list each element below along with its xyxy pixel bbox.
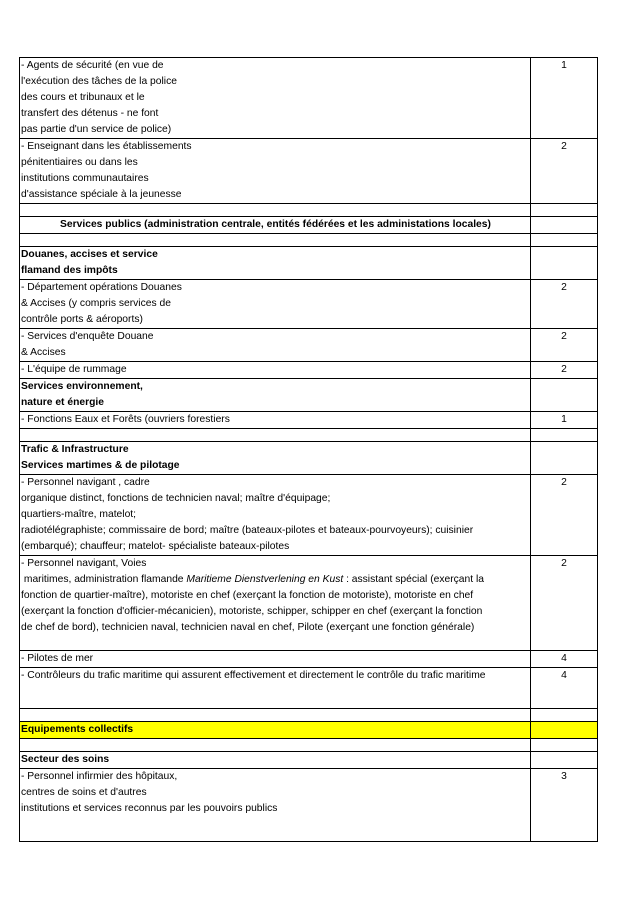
highlight-cell — [20, 722, 531, 739]
row-text: - Personnel infirmier des hôpitaux, — [21, 771, 178, 782]
category-row — [20, 752, 598, 769]
table-row — [20, 412, 598, 429]
empty-cell — [531, 739, 598, 752]
category-cell — [20, 752, 531, 769]
table-row — [20, 329, 598, 362]
row-text: institutions et services reconnus par les pouvoirs publics — [21, 803, 278, 814]
row-text: & Accises (y compris services de — [21, 298, 171, 309]
value-cell: 2 — [531, 139, 598, 204]
row-text: quartiers-maître, matelot; — [21, 509, 137, 520]
row-text: l'exécution des tâches de la police — [21, 76, 177, 87]
table-row — [20, 556, 598, 651]
empty-row — [20, 234, 598, 247]
category-row — [20, 247, 598, 280]
value-cell: 2 — [531, 475, 598, 556]
value-cell: 2 — [531, 362, 598, 379]
category-cell — [20, 379, 531, 412]
category-row — [20, 379, 598, 412]
table-row — [20, 651, 598, 668]
category-title: nature et énergie — [21, 397, 104, 408]
empty-cell — [20, 234, 531, 247]
description-cell — [20, 475, 531, 556]
description-cell — [20, 412, 531, 429]
row-text: - Enseignant dans les établissements — [21, 141, 192, 152]
row-text: - Personnel navigant, Voies — [21, 558, 147, 569]
value-cell: 1 — [531, 58, 598, 139]
empty-cell — [531, 429, 598, 442]
table-row — [20, 139, 598, 204]
empty-row — [20, 204, 598, 217]
row-text: - Personnel navigant , cadre — [21, 477, 150, 488]
category-title: flamand des impôts — [21, 265, 118, 276]
empty-cell — [531, 247, 598, 280]
category-row — [20, 442, 598, 475]
empty-cell — [20, 429, 531, 442]
empty-cell — [20, 204, 531, 217]
value-cell: 3 — [531, 769, 598, 842]
category-title: Services environnement, — [21, 381, 143, 392]
empty-row — [20, 429, 598, 442]
row-text — [21, 572, 530, 588]
section-title-cell — [20, 217, 531, 234]
value-cell: 2 — [531, 280, 598, 329]
description-cell — [20, 651, 531, 668]
empty-cell — [20, 709, 531, 722]
table-row — [20, 475, 598, 556]
table-row — [20, 769, 598, 842]
empty-row — [20, 739, 598, 752]
empty-cell — [531, 379, 598, 412]
organization-name: Maritieme Dienstverlening en Kust — [186, 574, 344, 585]
row-text: organique distinct, fonctions de technicien naval; maître d'équipage; — [21, 493, 331, 504]
description-cell — [20, 362, 531, 379]
description-cell — [20, 668, 531, 709]
row-text: - Contrôleurs du trafic maritime qui assurent effectivement et directement le contrôle du trafic maritime — [21, 670, 486, 681]
category-title: Services martimes & de pilotage — [21, 460, 180, 471]
description-cell — [20, 556, 531, 651]
value-cell: 4 — [531, 651, 598, 668]
row-text: pénitentiaires ou dans les — [21, 157, 138, 168]
row-text: de chef de bord), technicien naval, technicien naval en chef, Pilote (exerçant une fonction générale) — [21, 622, 475, 633]
empty-cell — [531, 752, 598, 769]
empty-row — [20, 709, 598, 722]
row-text: des cours et tribunaux et le — [21, 92, 145, 103]
row-text: - L'équipe de rummage — [21, 364, 127, 375]
section-header-row — [20, 217, 598, 234]
description-cell — [20, 58, 531, 139]
empty-cell — [20, 739, 531, 752]
table-row — [20, 58, 598, 139]
row-text: transfert des détenus - ne font — [21, 108, 159, 119]
description-cell — [20, 280, 531, 329]
description-cell — [20, 329, 531, 362]
table-row — [20, 362, 598, 379]
row-text: - Fonctions Eaux et Forêts (ouvriers forestiers — [21, 414, 230, 425]
description-cell — [20, 139, 531, 204]
empty-cell — [531, 442, 598, 475]
empty-cell — [531, 234, 598, 247]
highlight-title: Equipements collectifs — [21, 724, 134, 735]
row-text: centres de soins et d'autres — [21, 787, 147, 798]
value-cell: 4 — [531, 668, 598, 709]
row-text: - Services d'enquête Douane — [21, 331, 154, 342]
category-title: Douanes, accises et service — [21, 249, 158, 260]
value-cell: 2 — [531, 329, 598, 362]
row-text: pas partie d'un service de police) — [21, 124, 172, 135]
row-text: - Département opérations Douanes — [21, 282, 182, 293]
category-title: Trafic & Infrastructure — [21, 444, 129, 455]
value-cell: 2 — [531, 556, 598, 651]
value-cell: 1 — [531, 412, 598, 429]
row-text: & Accises — [21, 347, 66, 358]
category-title: Secteur des soins — [21, 754, 110, 765]
empty-cell — [531, 722, 598, 739]
empty-cell — [531, 217, 598, 234]
row-text: (exerçant la fonction d'officier-mécanicien), motoriste, schipper, schipper en chef (exerçant la fonction — [21, 606, 483, 617]
document-table — [19, 57, 598, 842]
row-text-part: : assistant spécial (exerçant la — [343, 574, 484, 585]
row-text-part: maritimes, administration flamande — [21, 574, 187, 585]
empty-cell — [531, 709, 598, 722]
row-text: d'assistance spéciale à la jeunesse — [21, 189, 182, 200]
table-row — [20, 280, 598, 329]
highlight-row — [20, 722, 598, 739]
row-text: (embarqué); chauffeur; matelot- spécialiste bateaux-pilotes — [21, 541, 290, 552]
row-text: contrôle ports & aéroports) — [21, 314, 143, 325]
empty-cell — [531, 204, 598, 217]
category-cell — [20, 247, 531, 280]
section-title: Services publics (administration centrale, entités fédérées et les administations locales) — [60, 219, 491, 230]
row-text: institutions communautaires — [21, 173, 149, 184]
row-text: - Pilotes de mer — [21, 653, 94, 664]
category-cell — [20, 442, 531, 475]
row-text: fonction de quartier-maître), motoriste en chef (exerçant la fonction de motoriste), motoriste en chef — [21, 590, 474, 601]
table-row — [20, 668, 598, 709]
row-text: radiotélégraphiste; commissaire de bord; maître (bateaux-pilotes et bateaux-pourvoyeurs); cuisinier — [21, 525, 474, 536]
description-cell — [20, 769, 531, 842]
row-text: - Agents de sécurité (en vue de — [21, 60, 164, 71]
